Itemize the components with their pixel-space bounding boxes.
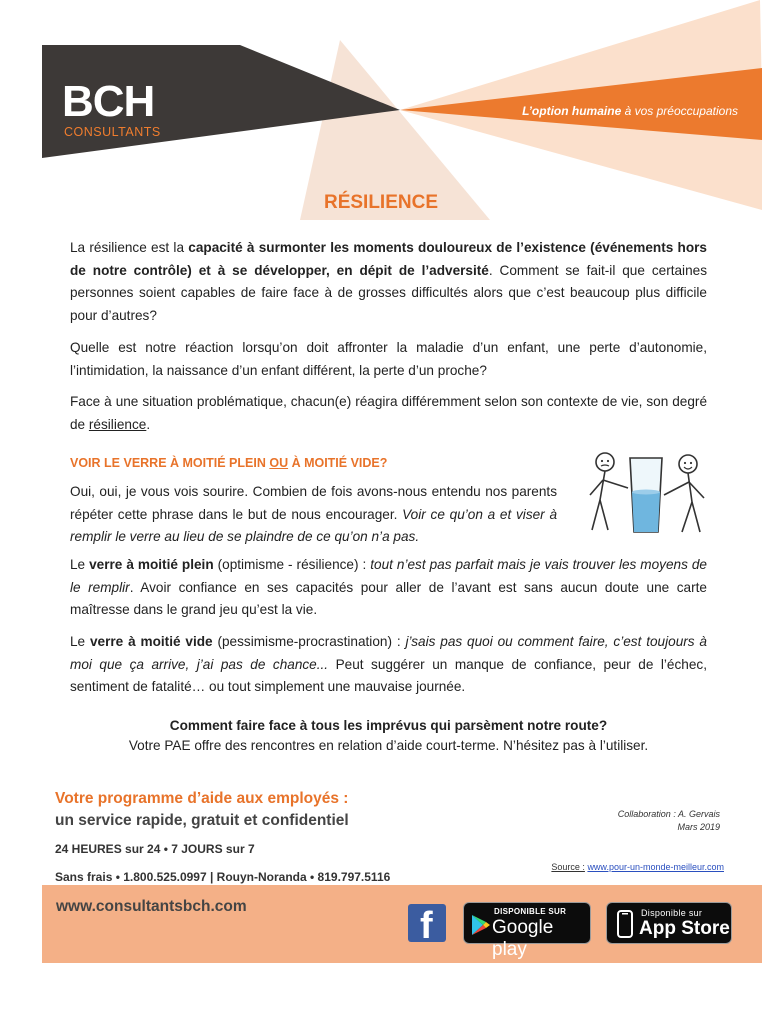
hours-line: 24 HEURES sur 24 • 7 JOURS sur 7 [55,842,255,856]
apple-icon [616,910,634,938]
text: . Comment se fait-il que certaines personnes soient capables de faire face à de grosses difficultés alors que c’est beaucoup plus difficile pour d’autres? [70,262,707,323]
text-bold: verre à moitié vide [89,634,213,649]
footer-info [55,790,390,884]
phones-line: Sans frais • 1.800.525.0997 | Rouyn-Noranda • 819.797.5116 [55,870,391,884]
paragraph-half-full [70,554,707,622]
paragraph-half-empty [70,631,707,699]
paragraph-situation [70,391,707,436]
closing-question: Comment faire face à tous les imprévus qui parsèment notre route? [169,718,608,733]
page-header [0,0,762,220]
text: . [146,416,151,432]
website-link[interactable]: www.consultantsbch.com [56,898,247,915]
page-title: RÉSILIENCE [323,192,439,213]
section-heading [70,456,387,470]
logo-text: BCH [62,77,155,126]
program-line1: Votre programme d’aide aux employés : [55,790,349,807]
text: Peut suggérer un manque de confiance, peur de l’échec, sentiment de fatalité… ou tout simplement une mauvaise journée. [70,656,707,694]
text: . Avoir confiance en ses capacités pour aller de l’avant est sans aucun doute une carte maîtresse dans le grand jeu qu’est la vie. [70,579,707,617]
text-italic: Voir ce qu’on a et viser à remplir le verre au lieu de se plaindre de ce qu’on n’a pas. [70,506,558,544]
paragraph-intro [70,237,707,327]
google-play-icon [471,914,491,936]
app-store-button[interactable] [606,902,732,944]
paragraph-encourage [70,481,557,549]
tagline-rest: à vos préoccupations [621,104,738,118]
google-play-small-label: DISPONIBLE SUR [494,907,567,916]
text-underlined: OU [269,456,289,470]
text: Le [70,634,90,649]
text-bold: capacité à surmonter les moments douloureux de l’existence (événements hors de notre contrôle) et à se développer, en dépit de l’adversité [70,240,707,278]
text: (optimisme - résilience) : [213,557,371,572]
text: (pessimisme-procrastination) : [212,634,406,649]
text: À MOITIÉ VIDE? [288,456,388,470]
text-italic: tout n’est pas parfait mais je vais trouver les moyens de le remplir [70,557,707,595]
facebook-f-glyph: f [420,905,433,947]
text: Oui, oui, je vous vois sourire. Combien de fois avons-nous entendu nos parents répéter cette phrase dans le but de nous encourager. [70,484,557,522]
text-italic: j’sais pas quoi ou comment faire, c’est toujours à moi que ça arrive, j’ai pas de chance... [70,634,707,672]
google-play-label: Google play [492,917,554,960]
app-store-small-label: Disponible sur [641,908,703,918]
source-link[interactable]: www.pour-un-monde-meilleur.com [587,862,724,872]
text-bold: verre à moitié plein [89,557,214,572]
glass-illustration [570,440,720,540]
text: Le [70,557,90,572]
tagline-bold: L’option humaine [522,104,622,118]
google-play-button[interactable] [463,902,591,960]
collaboration-credit [618,808,720,834]
text: VOIR LE VERRE À MOITIÉ PLEIN [70,456,270,470]
paragraph-reaction: Quelle est notre réaction lorsqu’on doit affronter la maladie d’un enfant, une perte d’autonomie, l’intimidation, la naissance d’un enfant différent, la perte d’un proche? [70,340,707,378]
collab-date: Mars 2019 [677,822,720,832]
closing-text: Votre PAE offre des rencontres en relation d’aide court-terme. N’hésitez pas à l’utiliser. [128,738,649,753]
source-credit [551,862,724,872]
tagline [522,104,738,118]
text: La résilience est la [70,240,189,255]
program-line2: un service rapide, gratuit et confidentiel [55,812,349,829]
logo-subtitle: CONSULTANTS [64,125,161,139]
closing-block [70,716,707,756]
text-underlined: résilience [88,416,147,432]
facebook-icon[interactable] [408,904,446,947]
app-store-label: App Store [639,918,730,939]
collab-name: Collaboration : A. Gervais [617,809,720,819]
text: Face à une situation problématique, chacun(e) réagira différemment selon son contexte de vie, son degré de [70,394,707,432]
source-label: Source : [551,862,585,872]
